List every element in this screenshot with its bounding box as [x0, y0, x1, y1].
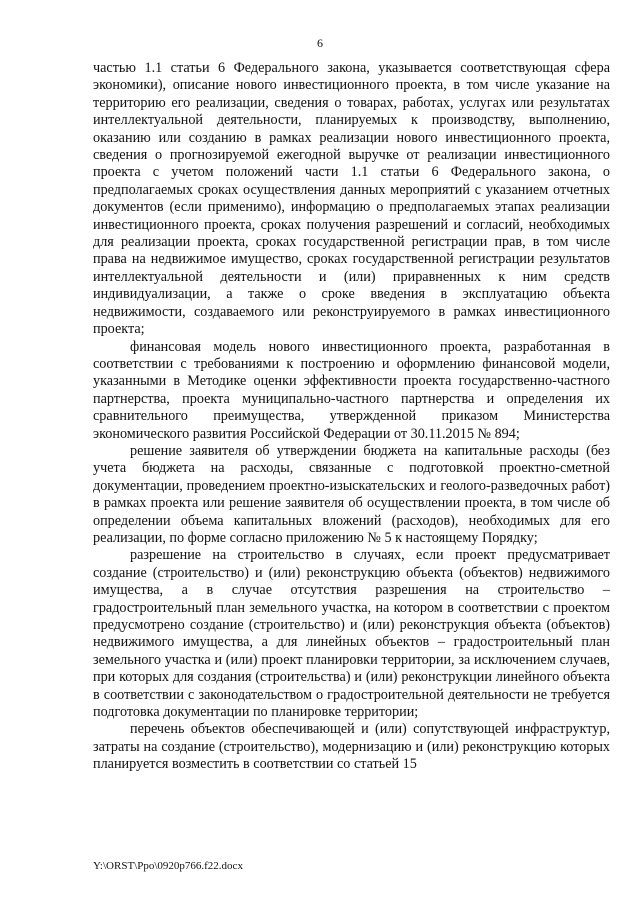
paragraph-financial-model: финансовая модель нового инвестиционного проекта, разработанная в соответствии с требованиями к построению и оформлению финансовой модели, указанными в Методике оценки эффективности проекта государственно-частного партнерства, проекта муниципально-частного партнерства и определения их сравнительного преимущества, утвержденной приказом Министерства экономического развития Российской Федерации от 30.11.2015 № 894; [93, 338, 610, 442]
paragraph-budget-decision: решение заявителя об утверждении бюджета на капитальные расходы (без учета бюджета на расходы, связанные с подготовкой проектно-сметной документации, проведением проектно-изыскательских и геолого-разведочных работ) в рамках проекта или решение заявителя об осуществлении проекта, в том числе об определении объема капитальных вложений (расходов), необходимых для его реализации, по форме согласно приложению № 5 к настоящему Порядку; [93, 442, 610, 546]
page-number: 6 [317, 36, 323, 50]
paragraph-infrastructure-list: перечень объектов обеспечивающей и (или) сопутствующей инфраструктур, затраты на создание (строительство), модернизацию и (или) реконструкцию которых планируется возместить в соответствии со статьей 15 [93, 721, 610, 773]
document-body [93, 60, 610, 774]
file-path-footer: Y:\ORST\Ppo\0920p766.f22.docx [93, 860, 243, 872]
paragraph-continuation: частью 1.1 статьи 6 Федерального закона, указывается соответствующая сфера экономики), описание нового инвестиционного проекта, в том числе указание на территорию его реализации, сведения о товарах, работах, услугах или результатах интеллектуальной деятельности, планируемых к производству, выполнению, оказанию или созданию в рамках реализации нового инвестиционного проекта, сведения о прогнозируемой ежегодной выручке от реализации инвестиционного проекта с учетом положений части 1.1 статьи 6 Федерального закона, о предполагаемых сроках осуществления данных мероприятий с указанием отчетных документов (если применимо), информацию о предполагаемых этапах реализации инвестиционного проекта, сроках получения разрешений и согласий, необходимых для реализации проекта, сроках государственной регистрации прав, в том числе права на недвижимое имущество, сроках государственной регистрации результатов интеллектуальной деятельности и (или) приравненных к ним средств индивидуализации, а также о сроке введения в эксплуатацию объекта недвижимости, создаваемого или реконструируемого в рамках инвестиционного проекта; [93, 60, 610, 338]
paragraph-construction-permit: разрешение на строительство в случаях, если проект предусматривает создание (строительство) и (или) реконструкцию объекта (объектов) недвижимого имущества, а в случае отсутствия разрешения на строительство – градостроительный план земельного участка, на котором в соответствии с проектом предусмотрено создание (строительство) и (или) реконструкция объекта (объектов) недвижимого имущества, а для линейных объектов – градостроительный план земельного участка и (или) проект планировки территории, за исключением случаев, при которых для создания (строительства) и (или) реконструкции линейного объекта в соответствии с законодательством о градостроительной деятельности не требуется подготовка документации по планировке территории; [93, 547, 610, 721]
